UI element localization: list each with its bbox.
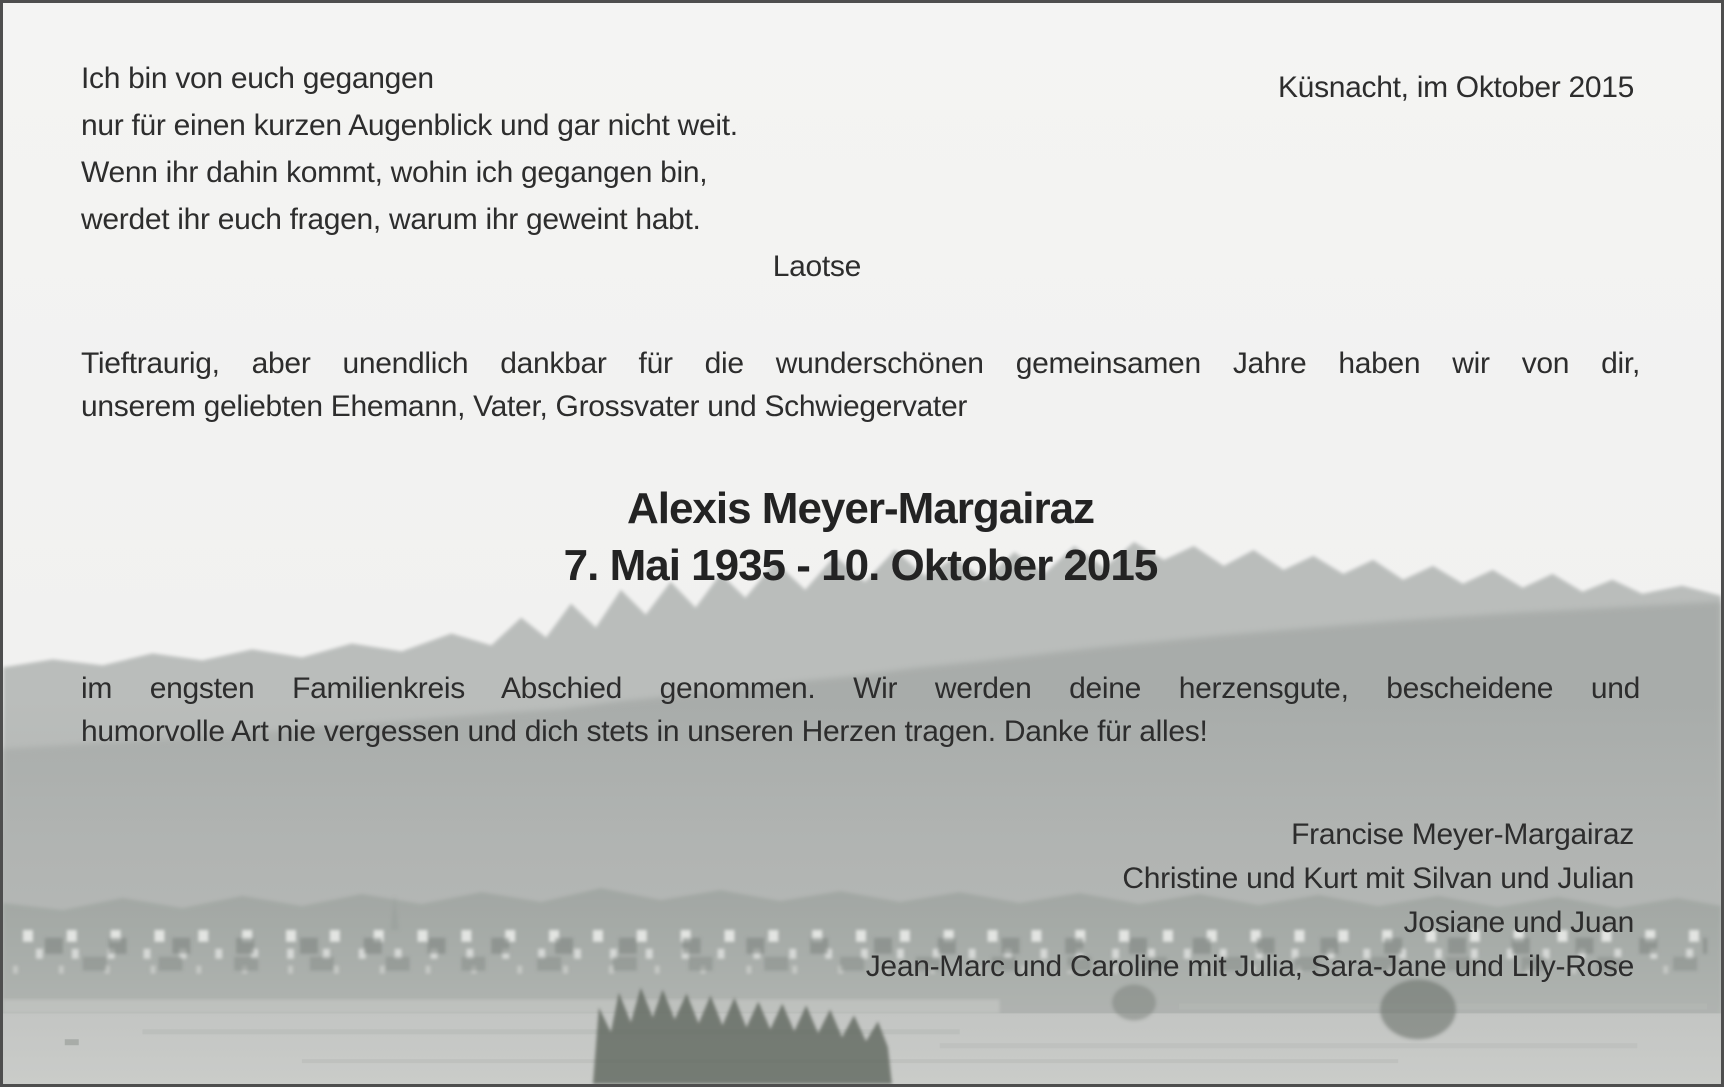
intro-line: unserem geliebten Ehemann, Vater, Grossvater und Schwiegervater bbox=[81, 390, 968, 423]
deceased-name: Alexis Meyer-Margairaz bbox=[626, 484, 1095, 533]
poem-line: werdet ihr euch fragen, warum ihr geweint habt. bbox=[81, 203, 701, 236]
poem-attribution: Laotse bbox=[772, 250, 861, 283]
closing-paragraph bbox=[81, 667, 1640, 753]
closing-line: humorvolle Art nie vergessen und dich stets in unseren Herzen tragen. Danke für alles! bbox=[81, 715, 1208, 748]
deceased-headline bbox=[81, 480, 1640, 594]
mourner-line: Josiane und Juan bbox=[1403, 906, 1634, 939]
mourners-list bbox=[534, 813, 1634, 989]
intro-paragraph bbox=[81, 342, 1640, 428]
mourner-line: Christine und Kurt mit Silvan und Julian bbox=[1122, 862, 1634, 895]
poem bbox=[81, 55, 873, 290]
poem-line: Ich bin von euch gegangen bbox=[81, 62, 434, 95]
poem-line: Wenn ihr dahin kommt, wohin ich gegangen bin, bbox=[81, 156, 708, 189]
intro-line: Tieftraurig, aber unendlich dankbar für die wunderschönen gemeinsamen Jahre haben wir von dir, bbox=[81, 347, 1640, 380]
mourner-line: Jean-Marc und Caroline mit Julia, Sara-Jane und Lily-Rose bbox=[865, 950, 1634, 983]
mourner-line: Francise Meyer-Margairaz bbox=[1291, 818, 1634, 851]
closing-line: im engsten Familienkreis Abschied genommen. Wir werden deine herzensgute, bescheidene und bbox=[81, 672, 1640, 705]
dateline: Küsnacht, im Oktober 2015 bbox=[1277, 71, 1634, 104]
deceased-life-dates: 7. Mai 1935 - 10. Oktober 2015 bbox=[563, 541, 1158, 590]
poem-line: nur für einen kurzen Augenblick und gar nicht weit. bbox=[81, 109, 738, 142]
